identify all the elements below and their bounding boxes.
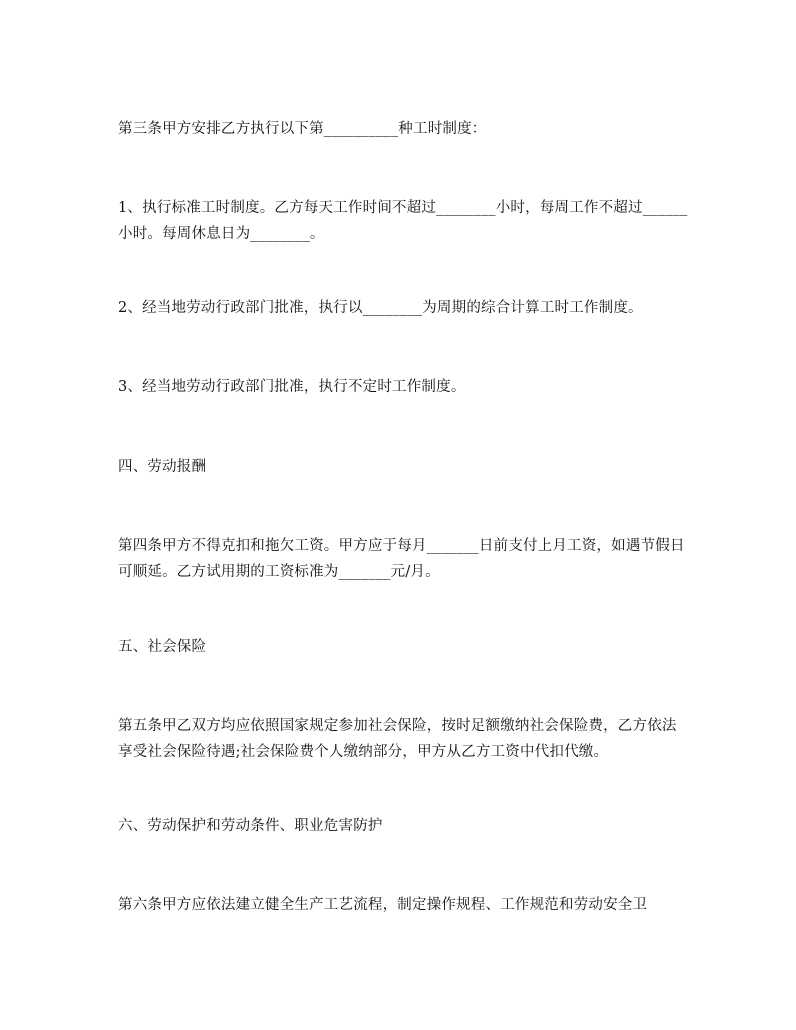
paragraph-item-2: 2、经当地劳动行政部门批准，执行以________为周期的综合计算工时工作制度。 [118, 300, 643, 316]
paragraph-item-1: 1、执行标准工时制度。乙方每天工作时间不超过________小时，每周工作不超过______小时。每周休息日为________。 [118, 200, 688, 242]
paragraph-article-5: 第五条甲乙双方均应依照国家规定参加社会保险，按时足额缴纳社会保险费，乙方依法享受社会保险待遇;社会保险费个人缴纳部分，甲方从乙方工资中代扣代缴。 [118, 718, 677, 760]
section-heading-remuneration: 四、劳动报酬 [118, 459, 207, 475]
paragraph-article-4: 第四条甲方不得克扣和拖欠工资。甲方应于每月_______日前支付上月工资，如遇节假日可顺延。乙方试用期的工资标准为_______元/月。 [118, 538, 685, 580]
paragraph-article-3: 第三条甲方安排乙方执行以下第__________种工时制度： [118, 121, 487, 137]
section-heading-social-insurance: 五、社会保险 [118, 639, 207, 655]
section-heading-labor-protection: 六、劳动保护和劳动条件、职业危害防护 [118, 818, 383, 834]
paragraph-item-3: 3、经当地劳动行政部门批准，执行不定时工作制度。 [118, 379, 466, 395]
paragraph-article-6: 第六条甲方应依法建立健全生产工艺流程，制定操作规程、工作规范和劳动安全卫 [118, 897, 648, 913]
